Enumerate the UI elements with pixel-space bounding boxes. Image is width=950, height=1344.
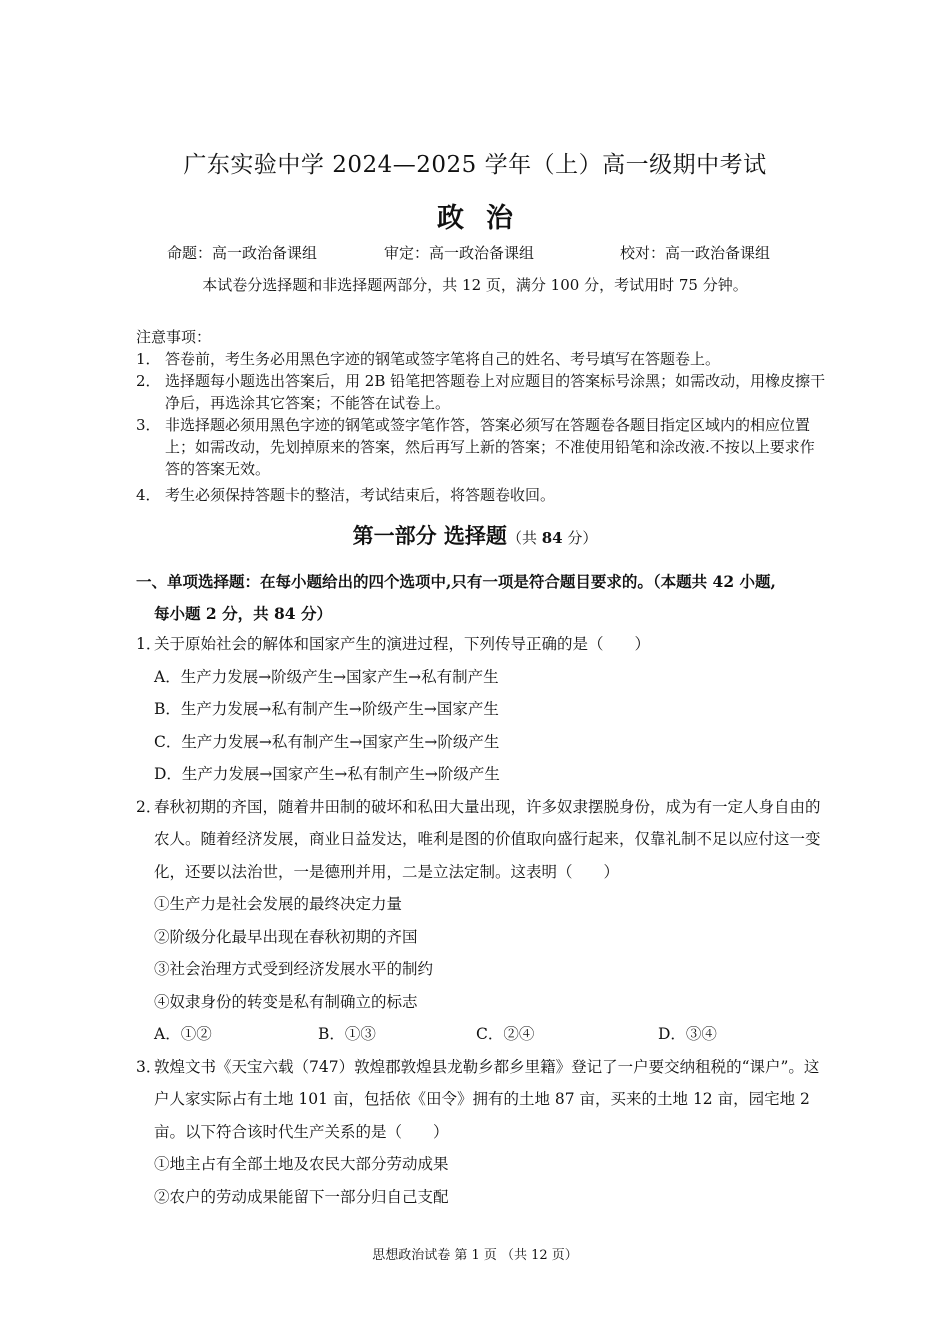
question-2-options bbox=[136, 1018, 826, 1051]
note-number: 3． bbox=[136, 416, 161, 434]
question-2-stem bbox=[136, 791, 826, 889]
note-item bbox=[136, 348, 826, 370]
question-2-statement-4: ④奴隶身份的转变是私有制确立的标志 bbox=[154, 992, 418, 1011]
question-2-statement-1: ①生产力是社会发展的最终决定力量 bbox=[154, 895, 403, 913]
part-score-suffix: 分） bbox=[562, 529, 598, 547]
question-text: 关于原始社会的解体和国家产生的演进过程，下列传导正确的是（ ） bbox=[154, 635, 651, 653]
note-item bbox=[136, 370, 826, 414]
question-1-option-a: A．生产力发展→阶级产生→国家产生→私有制产生 bbox=[154, 667, 499, 686]
question-2-option-b: B．①③ bbox=[318, 1025, 376, 1043]
note-text: 考生必须保持答题卡的整洁，考试结束后，将答题卷收回。 bbox=[165, 486, 556, 504]
note-item bbox=[136, 484, 826, 506]
section-line-2: 每小题 2 分，共 84 分） bbox=[154, 604, 332, 623]
question-1-option-c: C．生产力发展→私有制产生→国家产生→阶级产生 bbox=[154, 732, 500, 751]
part-score-prefix: （共 bbox=[506, 529, 542, 547]
note-text: 答卷前，考生务必用黑色字迹的钢笔或签字笔将自己的姓名、考号填写在答题卷上。 bbox=[165, 350, 721, 368]
notes-block bbox=[136, 326, 826, 506]
question-1-option-b: B．生产力发展→私有制产生→阶级产生→国家产生 bbox=[154, 700, 499, 718]
note-text: 非选择题必须用黑色字迹的钢笔或签字笔作答，答案必须写在答题卷各题目指定区域内的相应位置上；如需改动，先划掉原来的答案，然后再写上新的答案；不准使用铅笔和涂改液.不按以上要求作答的答案无效。 bbox=[165, 416, 815, 478]
question-text: 敦煌文书《天宝六载（747）敦煌郡敦煌县龙勒乡都乡里籍》登记了一户要交纳租税的“课户”。这户人家实际占有土地 101 亩，包括依《田令》拥有的土地 87 亩，买来的土地 12 亩，园宅地 2 亩。以下符合该时代生产关系的是（ ） bbox=[154, 1057, 820, 1141]
question-2-statement-3: ③社会治理方式受到经济发展水平的制约 bbox=[154, 960, 434, 978]
question-2-option-c: C．②④ bbox=[476, 1025, 535, 1043]
note-number: 2． bbox=[136, 372, 161, 390]
exam-intro: 本试卷分选择题和非选择题两部分，共 12 页，满分 100 分，考试用时 75 分钟。 bbox=[202, 276, 748, 294]
question-number: 1． bbox=[136, 635, 162, 653]
question-number: 3． bbox=[136, 1057, 162, 1076]
question-3-statement-1: ①地主占有全部土地及农民大部分劳动成果 bbox=[154, 1155, 449, 1173]
exam-title: 广东实验中学 2024—2025 学年（上）高一级期中考试 bbox=[183, 152, 767, 178]
page-footer: 思想政治试卷 第 1 页 （共 12 页） bbox=[372, 1248, 578, 1263]
question-number: 2． bbox=[136, 797, 162, 816]
part-heading bbox=[0, 520, 950, 550]
question-2-option-d: D．③④ bbox=[658, 1025, 717, 1043]
author-credit: 命题：高一政治备课组 bbox=[167, 244, 318, 262]
question-3-stem bbox=[136, 1051, 826, 1149]
note-item bbox=[136, 414, 826, 480]
part-title: 第一部分 选择题 bbox=[352, 523, 507, 548]
question-3-statement-2: ②农户的劳动成果能留下一部分归自己支配 bbox=[154, 1187, 449, 1206]
question-2-option-a: A．①② bbox=[154, 1025, 212, 1043]
section-line-1: 一、单项选择题：在每小题给出的四个选项中,只有一项是符合题目要求的。（本题共 42 小题, bbox=[136, 572, 776, 591]
section-heading bbox=[136, 566, 826, 630]
question-list bbox=[136, 628, 826, 1213]
question-2-statement-2: ②阶级分化最早出现在春秋初期的齐国 bbox=[154, 927, 418, 946]
reviewer-credit: 审定：高一政治备课组 bbox=[384, 244, 535, 262]
note-number: 4． bbox=[136, 486, 161, 504]
question-1-option-d: D．生产力发展→国家产生→私有制产生→阶级产生 bbox=[154, 765, 500, 783]
notes-heading: 注意事项： bbox=[136, 328, 212, 346]
part-score-value: 84 bbox=[541, 529, 563, 547]
question-1-stem bbox=[136, 628, 826, 661]
subject-title: 政治 bbox=[437, 203, 535, 234]
proofreader-credit: 校对：高一政治备课组 bbox=[620, 244, 771, 262]
part-score bbox=[507, 529, 597, 547]
note-number: 1． bbox=[136, 350, 161, 368]
question-text: 春秋初期的齐国，随着井田制的破坏和私田大量出现，许多奴隶摆脱身份，成为有一定人身自由的农人。随着经济发展，商业日益发达，唯利是图的价值取向盛行起来，仅靠礼制不足以应付这一变化，还要以法治世，一是德刑并用，二是立法定制。这表明（ ） bbox=[154, 797, 821, 881]
note-text: 选择题每小题选出答案后，用 2B 铅笔把答题卷上对应题目的答案标号涂黑；如需改动，用橡皮擦干净后，再选涂其它答案；不能答在试卷上。 bbox=[165, 372, 826, 412]
